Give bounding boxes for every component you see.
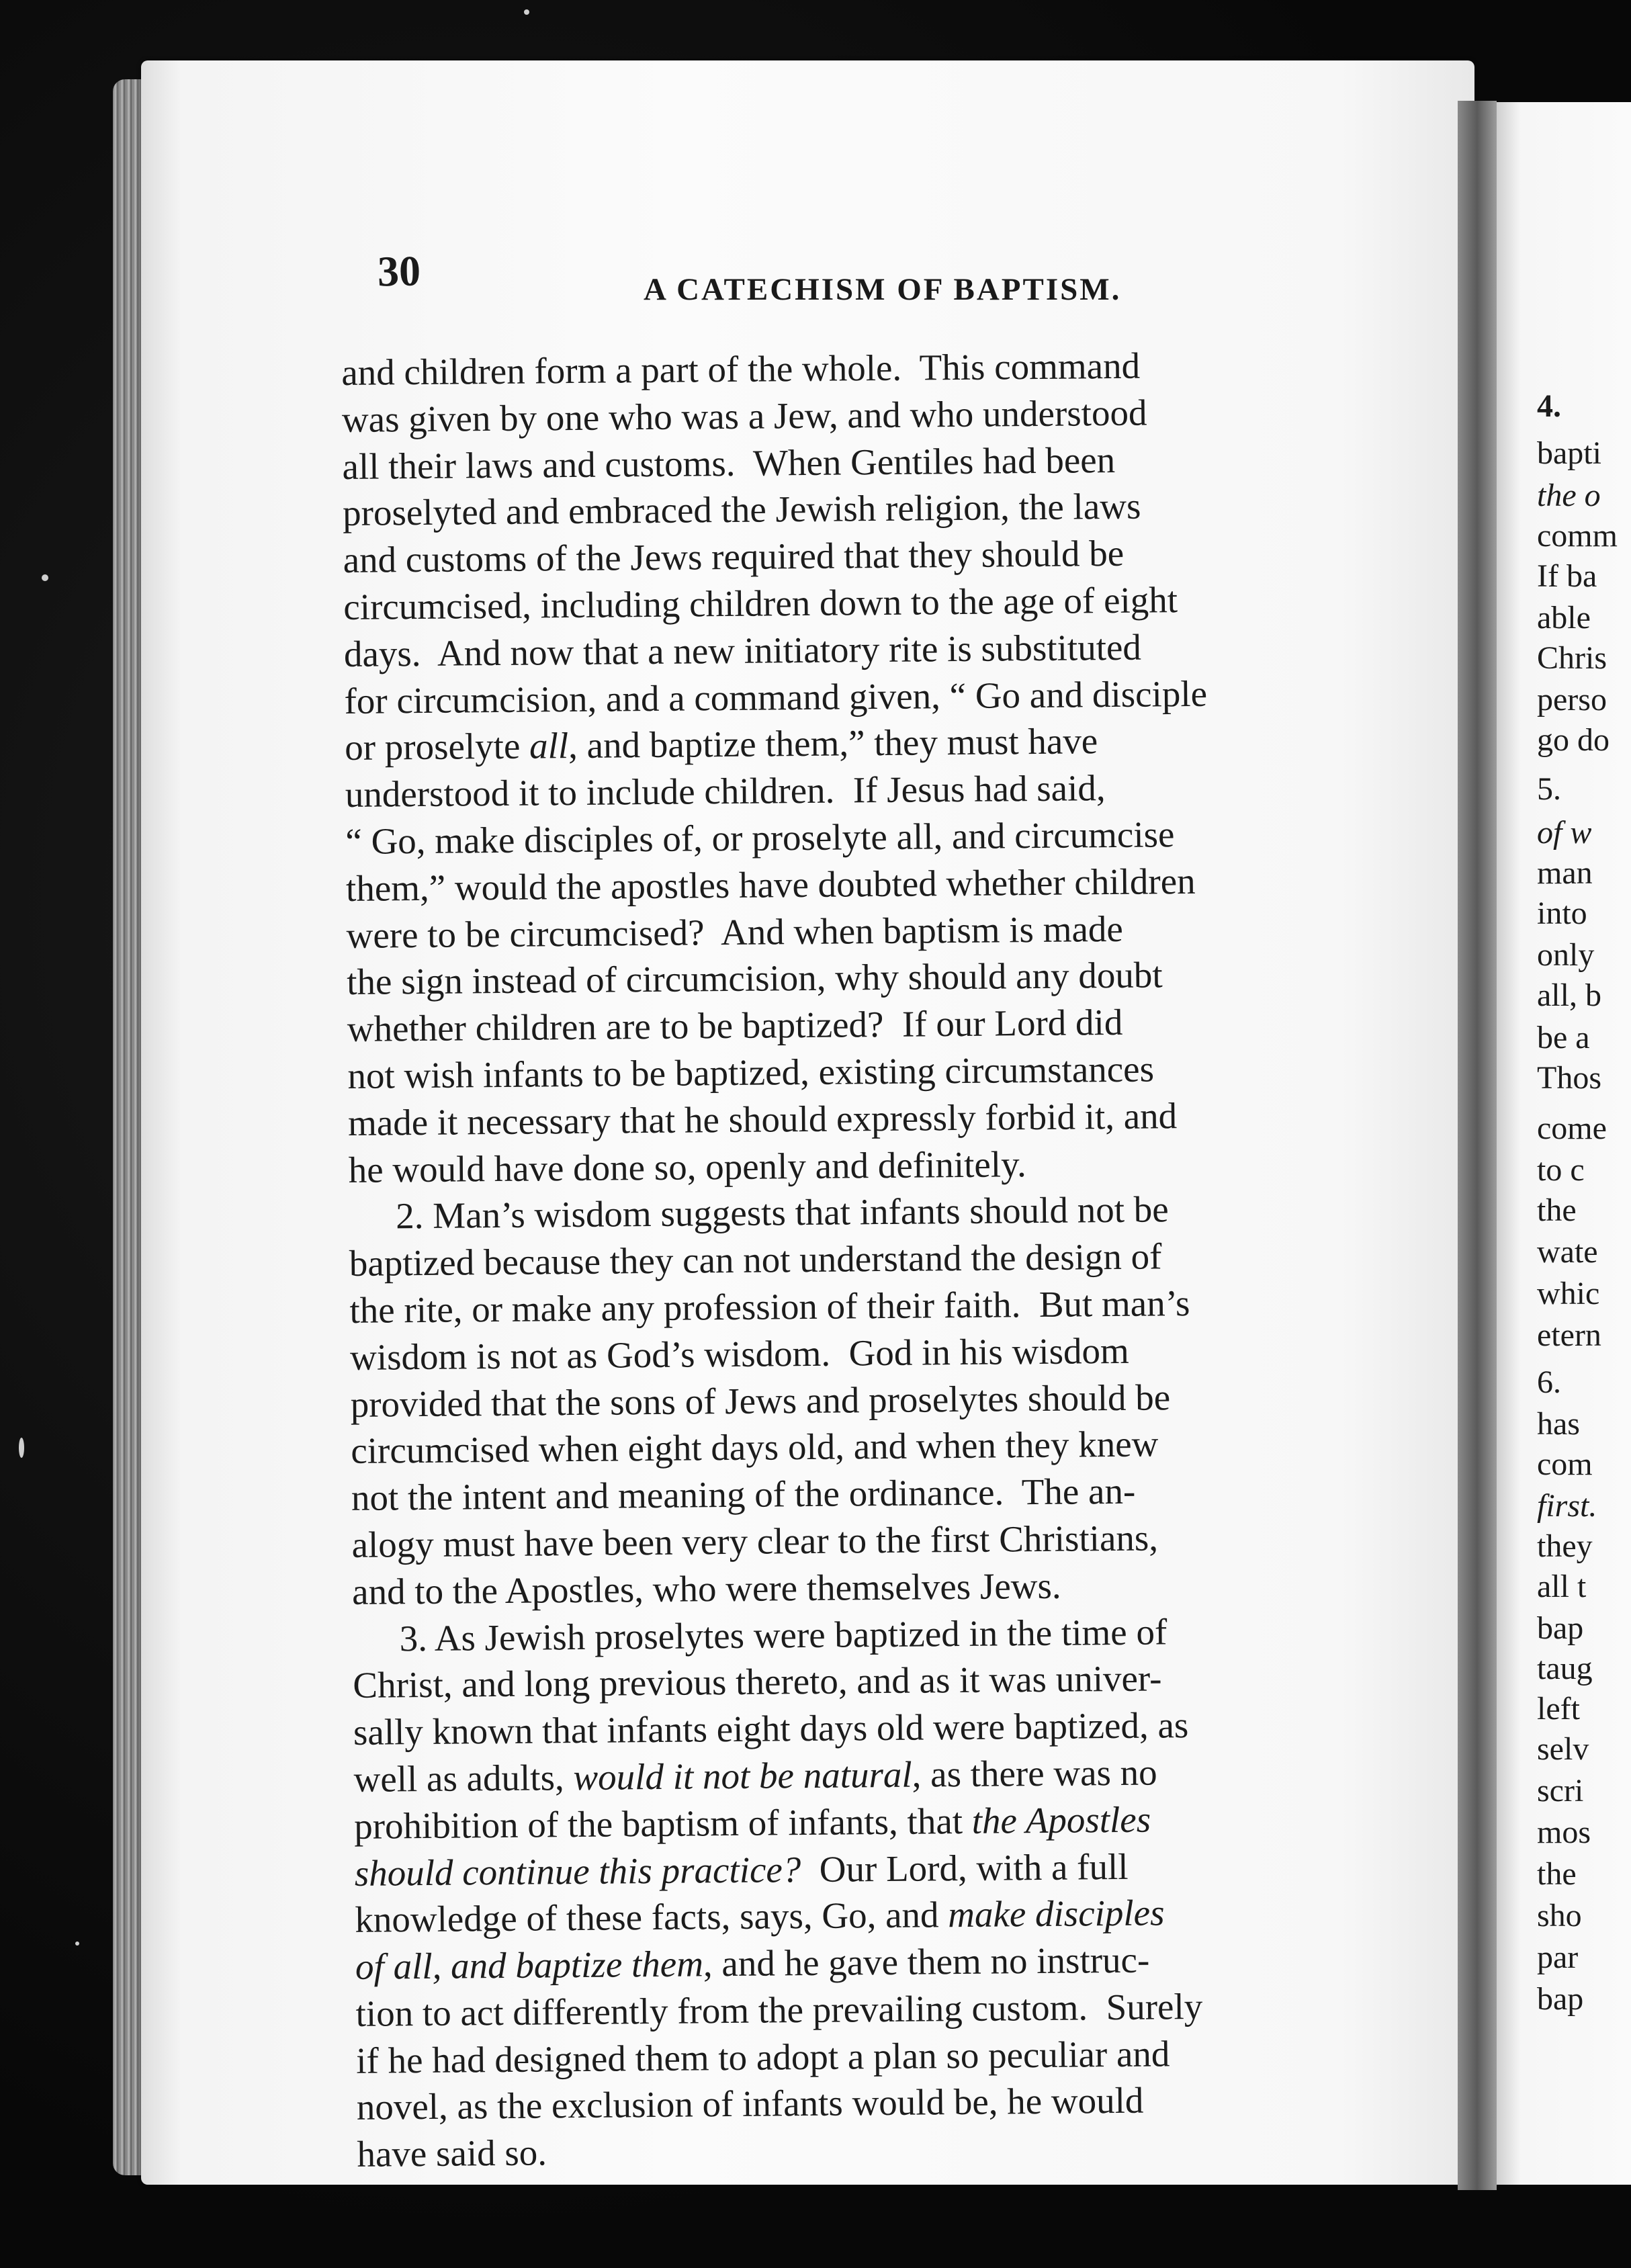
running-title: A CATECHISM OF BAPTISM. xyxy=(644,272,1122,307)
text-segment: were to be circumcised? And when baptism is made xyxy=(346,908,1124,956)
text-segment: he would have done so, openly and definitely. xyxy=(348,1143,1026,1190)
facing-page-fragment: taug xyxy=(1537,1651,1593,1686)
text-segment: proselyted and embraced the Jewish religion, the laws xyxy=(342,486,1141,534)
text-segment: “ Go, make disciples of, or proselyte all, and circumcise xyxy=(345,814,1175,862)
dust-speck xyxy=(75,1942,79,1946)
facing-page-fragment: bap xyxy=(1537,1981,1584,2017)
text-segment: knowledge of these facts, says, Go, and xyxy=(355,1894,949,1941)
facing-page-fragment: first. xyxy=(1537,1488,1597,1524)
text-segment: tion to act differently from the prevailing custom. Surely xyxy=(355,1985,1203,2034)
facing-page-fragment: has xyxy=(1537,1406,1580,1442)
facing-page-fragment: etern xyxy=(1537,1317,1601,1353)
page-number: 30 xyxy=(377,247,421,296)
text-segment: not the intent and meaning of the ordinance. The an- xyxy=(351,1470,1136,1519)
text-segment: understood it to include children. If Jesus had said, xyxy=(345,767,1106,816)
text-segment: whether children are to be baptized? If our Lord did xyxy=(347,1002,1123,1050)
dust-speck xyxy=(19,1438,24,1458)
text-segment: and children form a part of the whole. This command xyxy=(341,345,1141,393)
text-segment: , and baptize them,” they must have xyxy=(568,720,1098,767)
text-segment: prohibition of the baptism of infants, that xyxy=(353,1800,973,1847)
facing-page-fragment: com xyxy=(1537,1446,1593,1482)
facing-page-fragment: Thos xyxy=(1537,1060,1601,1096)
italic-text: would it not be natural xyxy=(573,1753,912,1798)
facing-page-fragment: be a xyxy=(1537,1020,1590,1055)
text-segment: , and he gave them no instruc- xyxy=(703,1939,1150,1984)
facing-page-fragment: scri xyxy=(1537,1773,1584,1808)
text-segment: , as there was no xyxy=(912,1751,1157,1795)
dust-speck xyxy=(42,574,48,581)
text-segment: wisdom is not as God’s wisdom. God in his wisdom xyxy=(349,1329,1130,1378)
facing-page-fragment: wate xyxy=(1537,1234,1598,1270)
facing-page-fragment: all t xyxy=(1537,1569,1587,1604)
facing-page-fragment: mos xyxy=(1537,1815,1591,1850)
italic-text: the Apostles xyxy=(971,1798,1151,1841)
italic-text: make disciples xyxy=(947,1892,1165,1935)
facing-page-fragment: left xyxy=(1537,1691,1580,1727)
body-text xyxy=(341,340,1409,2178)
text-segment: circumcised when eight days old, and when they knew xyxy=(351,1423,1159,1472)
text-segment: have said so. xyxy=(357,2132,547,2175)
dust-speck xyxy=(524,9,529,15)
facing-page-fragment: into xyxy=(1537,896,1587,931)
text-segment: Christ, and long previous thereto, and as it was univer- xyxy=(353,1657,1162,1706)
text-segment: alogy must have been very clear to the first Christians, xyxy=(351,1517,1159,1565)
text-line xyxy=(357,2122,1409,2178)
text-segment: novel, as the exclusion of infants would be, he would xyxy=(356,2080,1144,2128)
italic-text: should continue this practice? xyxy=(354,1848,801,1894)
facing-page-fragment: go do xyxy=(1537,722,1610,758)
facing-page-fragment: selv xyxy=(1537,1731,1589,1767)
text-segment: and customs of the Jews required that they should be xyxy=(343,533,1125,581)
facing-page-fragment: only xyxy=(1537,937,1595,973)
facing-page-fragment: the xyxy=(1537,1856,1577,1892)
text-segment: not wish infants to be baptized, existing circumstances xyxy=(347,1048,1155,1096)
facing-page-fragment: par xyxy=(1537,1939,1579,1975)
text-segment: or proselyte xyxy=(344,725,530,769)
facing-page-fragment: able xyxy=(1537,600,1591,636)
facing-page-fragment: If ba xyxy=(1537,558,1597,594)
facing-page-fragment: of w xyxy=(1537,815,1592,850)
facing-page-fragment: bapti xyxy=(1537,435,1601,471)
facing-page-fragment: bap xyxy=(1537,1610,1584,1646)
text-segment: sally known that infants eight days old were baptized, as xyxy=(353,1704,1189,1753)
facing-page-fragment: 4. xyxy=(1537,388,1569,424)
text-segment: provided that the sons of Jews and proselytes should be xyxy=(350,1376,1171,1425)
text-segment: days. And now that a new initiatory rite is substituted xyxy=(343,626,1142,674)
text-segment: all their laws and customs. When Gentiles had been xyxy=(342,439,1116,487)
facing-page-fragment: 6. xyxy=(1537,1364,1561,1400)
facing-page-fragment: comm xyxy=(1537,518,1618,554)
facing-page-fragment: sho xyxy=(1537,1898,1582,1933)
facing-page-fragment: perso xyxy=(1537,682,1607,717)
facing-page-fragment: 5. xyxy=(1537,771,1561,807)
text-segment: Our Lord, with a full xyxy=(801,1845,1129,1890)
facing-page-fragment: whic xyxy=(1537,1276,1600,1311)
text-segment: the rite, or make any profession of their faith. But man’s xyxy=(349,1282,1190,1331)
facing-page-fragment: they xyxy=(1537,1528,1593,1564)
text-segment: and to the Apostles, who were themselves Jews. xyxy=(351,1565,1061,1612)
text-segment: if he had designed them to adopt a plan so peculiar and xyxy=(355,2033,1170,2081)
facing-page-fragment: to c xyxy=(1537,1152,1585,1188)
text-segment: made it necessary that he should expressly forbid it, and xyxy=(347,1094,1178,1143)
facing-page-fragment: man xyxy=(1537,855,1593,891)
text-segment: 2. Man’s wisdom suggests that infants should not be xyxy=(395,1188,1169,1237)
facing-page-fragment: the xyxy=(1537,1192,1577,1228)
text-segment: circumcised, including children down to the age of eight xyxy=(343,579,1178,627)
text-segment: baptized because they can not understand the design of xyxy=(349,1235,1162,1284)
facing-page-fragment: the o xyxy=(1537,478,1601,513)
italic-text: of all, and baptize them xyxy=(355,1943,704,1988)
facing-page-fragment: all, b xyxy=(1537,977,1601,1013)
text-segment: well as adults, xyxy=(353,1756,574,1800)
text-segment: was given by one who was a Jew, and who understood xyxy=(341,392,1147,440)
italic-text: all xyxy=(529,725,569,767)
text-segment: 3. As Jewish proselytes were baptized in the time of xyxy=(399,1610,1167,1659)
text-segment: for circumcision, and a command given, “ Go and disciple xyxy=(344,672,1208,722)
text-segment: the sign instead of circumcision, why should any doubt xyxy=(346,954,1163,1003)
book-gutter xyxy=(1458,101,1497,2190)
facing-page-fragment: Chris xyxy=(1537,640,1607,676)
text-segment: them,” would the apostles have doubted whether children xyxy=(345,860,1196,909)
facing-page-fragment: come xyxy=(1537,1110,1607,1146)
